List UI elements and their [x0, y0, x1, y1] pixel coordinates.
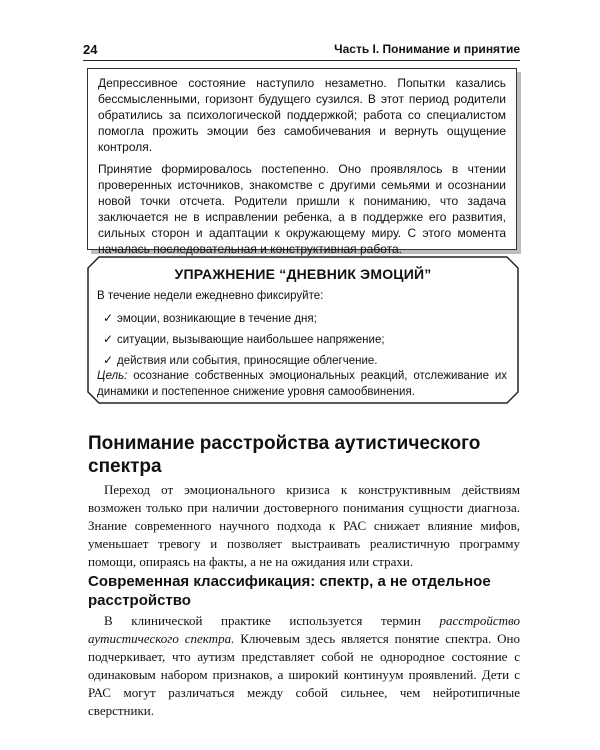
section-heading: Понимание расстройства аутистического спектра — [88, 433, 481, 477]
page-number: 24 — [83, 42, 98, 57]
checkmark-icon: ✓ — [103, 353, 114, 367]
exercise-goal — [97, 368, 507, 400]
exercise-box — [87, 256, 519, 404]
goal-text: осознание собственных эмоциональных реакций, отслеживание их динамики и постепенное снижение уровня самообвинения. — [97, 370, 507, 398]
story-paragraph: Принятие формировалось постепенно. Оно проявлялось в чтении проверенных источников, знакомстве с другими семьями и осознании новой точки отсчета. Родители пришли к пониманию, что задача заключается не в исправлении ребенка, а в поддержке его развития, сильных сторон и адаптации к окружающему миру. С этого момента началась последовательная и конструктивная работа. — [98, 162, 506, 256]
term-italic: расстройство аутистического спектра. — [88, 613, 520, 646]
list-item — [103, 308, 385, 329]
exercise-title: УПРАЖНЕНИЕ “ДНЕВНИК ЭМОЦИЙ” — [174, 266, 432, 282]
story-paragraph: Депрессивное состояние наступило незаметно. Попытки казались бессмысленными, горизонт будущего сузился. В этот период родители обратились за психологической поддержкой; работа со специалистом помогла прожить эмоции без самобичевания и вернуть ощущение контроля. — [98, 76, 506, 154]
list-item-text: ситуации, вызывающие наибольшее напряжение; — [117, 334, 385, 346]
list-item — [103, 329, 385, 350]
paragraph-start: В клинической практике используется термин — [104, 613, 440, 628]
story-box — [87, 68, 517, 256]
checkmark-icon: ✓ — [103, 332, 114, 346]
exercise-checklist — [103, 308, 385, 371]
goal-label: Цель: — [97, 370, 128, 382]
exercise-intro: В течение недели ежедневно фиксируйте: — [97, 290, 324, 302]
paragraph-rest: Ключевым здесь является понятие спектра. Оно подчеркивает, что аутизм представляет собой не однородное состояние с одинаковым набором признаков, а широкий континуум проявлений. Дети с РАС могут различаться между собой сильнее, чем нейротипичные сверстники. — [88, 631, 520, 718]
subsection-paragraph — [88, 612, 520, 720]
subsection-heading: Современная классификация: спектр, а не отдельное расстройство — [88, 573, 491, 609]
running-title: Часть I. Понимание и принятие — [334, 42, 520, 56]
list-item-text: эмоции, возникающие в течение дня; — [117, 313, 317, 325]
section-paragraph: Переход от эмоционального кризиса к конструктивным действиям возможен только при наличии достоверного понимания сущности диагноза. Знание современного научного подхода к РАС снижает влияние мифов, уменьшает тревогу и позволяет выстраивать реалистичную программу помощи, опираясь на факты, а не на ожидания или страхи. — [88, 482, 520, 569]
checkmark-icon: ✓ — [103, 311, 114, 325]
header-rule — [83, 60, 520, 61]
list-item-text: действия или события, приносящие облегчение. — [117, 355, 378, 367]
